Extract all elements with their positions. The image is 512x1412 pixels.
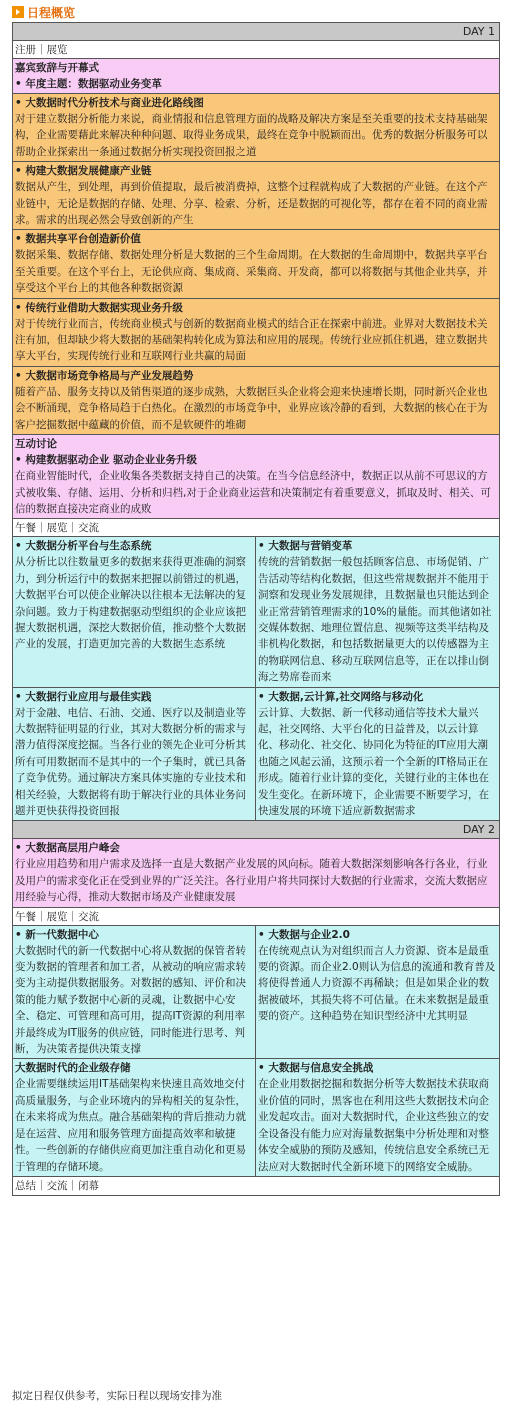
session-cell	[256, 537, 499, 686]
opening-title: 嘉宾致辞与开幕式	[15, 62, 99, 74]
session-cell	[256, 1059, 499, 1175]
session-cell	[13, 537, 256, 686]
session-body: 从分析比以往数量更多的数据来获得更准确的洞察力，到分析运行中的数据来把握以前错过的机遇，大数据平台可以使企业解决以往根本无法解决的复杂问题。致力于构建数据驱动型组织的企业应该把握大数据机遇，深挖大数据价值，推动整个大数据产业的发展，打造更加完善的大数据生态系统	[15, 556, 246, 651]
session-title: • 大数据与信息安全挑战	[258, 1062, 374, 1075]
talk-body: 数据从产生，到处理，再到价值提取，最后被消费掉，这整个过程就构成了大数据的产业链。在这个产业链中，无论是数据的存储、处理、分享、检索、分析，还是数据的可视化等，都存在着不同的商业需求。需求的出现必然会导致创新的产生	[15, 181, 488, 227]
talk-block	[13, 367, 499, 435]
annual-theme: • 年度主题：数据驱动业务变革	[15, 78, 162, 90]
discussion-title: • 构建数据驱动企业 驱动企业业务升级	[15, 454, 198, 467]
session-title: • 大数据,云计算,社交网络与移动化	[258, 690, 424, 703]
day1-registration: 注册｜展览	[13, 41, 499, 59]
talk-block	[13, 299, 499, 367]
footer-note: 拟定日程仅供参考，实际日程以现场安排为准	[12, 1390, 222, 1402]
talk-title: • 数据共享平台创造新价值	[15, 233, 141, 246]
session-cell	[13, 926, 256, 1059]
session-cell	[256, 688, 499, 821]
session-title: • 大数据与营销变革	[258, 540, 353, 553]
talk-block	[13, 162, 499, 230]
opening-session	[13, 59, 499, 94]
session-title: 大数据时代的企业级存储	[15, 1062, 131, 1075]
session-body: 在传统观点认为对组织而言人力资源、资本是最重要的资源。而企业2.0则认为信息的流通和教育普及将使得普通人力资源不再稀缺；但是如果企业的数据被破坏，其损失将不可估量。在未来数据是最重要的资产。这种趋势在知识型经济中尤其明显	[258, 944, 496, 1023]
parallel-sessions-row	[13, 537, 499, 687]
session-title: • 大数据与企业2.0	[258, 928, 350, 941]
session-title: • 大数据分析平台与生态系统	[15, 540, 152, 553]
session-cell	[256, 926, 499, 1059]
day2-closing: 总结｜交流｜闭幕	[13, 1177, 499, 1195]
session-body: 传统的营销数据一般包括顾客信息、市场促销、广告活动等结构化数据，但这些常规数据并不能用于洞察和发现业务发展规律，且数据量也只能达到企业正常营销管理需求的10%的量能。而其他诸如社交媒体数据、地理位置信息、视频等这类半结构及非机构化数据，和包括数据量更大的以传感器为主的物联网信息、移动互联网信息等，正在以排山倒海之势席卷而来	[258, 556, 492, 684]
talk-body: 对于建立数据分析能力来说，商业情报和信息管理方面的战略及解决方案是至关重要的技术支持基础架构，企业需要藉此来解决种种问题、取得业务成果，最终在竞争中脱颖而出。优秀的数据分析服务可以帮助企业探索出一条通过数据分析实现投资回报之道	[15, 113, 488, 158]
discussion-session	[13, 435, 499, 519]
summit-body: 行业应用趋势和用户需求及选择一直是大数据产业发展的风向标。随着大数据深刻影响各行各业，行业及用户的需求变化正在受到业界的广泛关注。各行业用户将共同探讨大数据的行业需求，交流大数据应用经验与心得，推动大数据市场及产业健康发展	[15, 858, 488, 904]
section-header	[12, 5, 75, 19]
summit-session	[13, 839, 499, 907]
section-title: 日程概览	[27, 5, 76, 20]
discussion-body: 在商业智能时代，企业收集各类数据支持自己的决策。在当今信息经济中，数据正以从前不可思议的方式被收集、存储、运用、分析和归档,对于企业商业运营和决策制定有着重要意义，抓取及时、相关、可信的数据直接决定商业的成败	[15, 470, 491, 515]
day2-label: DAY 2	[13, 821, 499, 839]
session-cell	[13, 688, 256, 821]
parallel-sessions-row	[13, 1059, 499, 1176]
session-body: 大数据时代的新一代数据中心将从数据的保管者转变为数据的管理者和加工者，从被动的响应需求转变为主动提供数据服务。对数据的感知、评价和决策的能力赋予数据中心新的灵魂，让数据中心安全、稳定、可管理和高可用，提高IT资源的利用率并最终成为IT服务的供应链，同时能进行思考、判断，为决策者提供决策支撑	[15, 944, 246, 1056]
talk-block	[13, 230, 499, 298]
talk-title: • 传统行业借助大数据实现业务升级	[15, 301, 183, 314]
parallel-sessions-row	[13, 926, 499, 1060]
day1-lunch: 午餐｜展览｜交流	[13, 519, 499, 537]
session-title: • 新一代数据中心	[15, 928, 99, 941]
summit-title: • 大数据高层用户峰会	[15, 842, 120, 855]
talk-body: 对于传统行业而言，传统商业模式与创新的数据商业模式的结合正在探索中前进。业界对大数据技术关注有加，但却缺少将大数据的基础架构转化成为算法和应用的展现。传统行业应抓住机遇，建立数据共享大平台，实现传统行业和互联网行业共赢的局面	[15, 317, 488, 363]
talk-body: 数据采集、数据存储、数据处理分析是大数据的三个生命周期。在大数据的生命周期中，数据共享平台至关重要。在这个平台上，无论供应商、集成商、采集商、开发商，都可以将数据与其他企业共享，并享受这个平台上的其他各种数据资源	[15, 249, 488, 295]
session-cell	[13, 1059, 256, 1175]
session-title: • 大数据行业应用与最佳实践	[15, 690, 152, 703]
day1-label: DAY 1	[13, 23, 499, 41]
talk-title: • 构建大数据发展健康产业链	[15, 165, 152, 178]
talk-title: • 大数据时代分析技术与商业进化路线图	[15, 97, 204, 109]
day2-lunch: 午餐｜展览｜交流	[13, 908, 499, 926]
talk-title: • 大数据市场竞争格局与产业发展趋势	[15, 369, 194, 382]
discussion-label: 互动讨论	[15, 438, 57, 451]
session-body: 云计算、大数据、新一代移动通信等技术大量兴起，社交网络、大平台化的日益普及，以云计算化、移动化、社交化、协同化为特征的IT应用大潮也随之风起云涌，这预示着一个全新的IT格局正在形成。随着行业计算的变化，关键行业的主体也在发生变化。在新环境下，企业需要不断要学习，在快速发展的环境下适应新数据需求	[258, 706, 489, 817]
schedule-table	[12, 22, 500, 1196]
session-body: 对于金融、电信、石油、交通、医疗以及制造业等大数据特征明显的行业，其对大数据分析的需求与潜力值得深度挖掘。当各行业的领先企业可分析其所有可用数据而不是其中的一个子集时，就已具备了竞争优势。通过解决方案具体实施的专业技术和相关经验，大数据将有助于解决行业的具体业务问题并更快获得投资回报	[15, 706, 246, 817]
arrow-right-icon	[12, 6, 24, 18]
session-body: 企业需要继续运用IT基础架构来快速且高效地交付高质量服务，与企业环境内的异构相关的复杂性，在未来将成为焦点。融合基础架构的背后推动力就是在运营、应用和服务管理方面提高效率和敏捷性。一些创新的存储供应商更加注重自动化和更易于管理的存储环境。	[15, 1078, 246, 1173]
talk-body: 随着产品、服务支持以及销售渠道的逐步成熟，大数据巨头企业将会迎来快速增长期，同时新兴企业也会不断涌现，竞争格局趋于白热化。在激烈的市场竞争中，业界应该冷静的看到，大数据的核心在于为客户挖掘数据中蕴藏的价值，而不是软硬件的堆砌	[15, 385, 488, 431]
parallel-sessions-row	[13, 688, 499, 822]
talk-block	[13, 94, 499, 162]
session-body: 在企业用数据挖掘和数据分析等大数据技术获取商业价值的同时，黑客也在利用这些大数据技术向企业发起攻击。面对大数据时代，企业这些独立的安全设备没有能力应对海量数据集中分析处理和对整体安全威胁的预防及感知，传统信息安全系统已无法应对大数据时代全新环境下的网络安全威胁。	[258, 1078, 489, 1173]
